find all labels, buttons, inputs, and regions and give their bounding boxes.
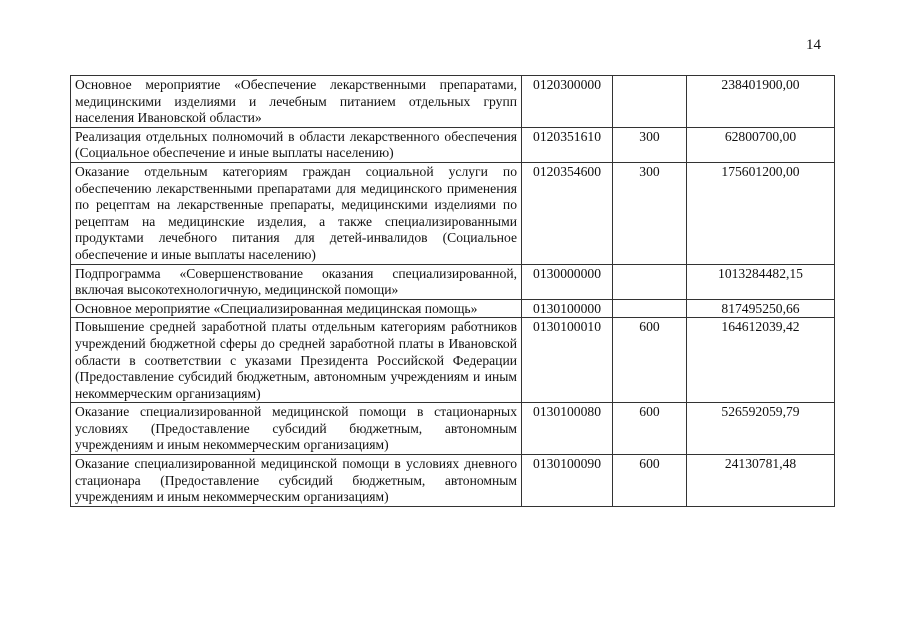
page-number: 14 bbox=[806, 37, 821, 53]
expense-type-cell bbox=[613, 76, 687, 128]
target-code-cell: 0120354600 bbox=[522, 162, 613, 264]
amount-cell: 238401900,00 bbox=[687, 76, 835, 128]
table-row bbox=[71, 127, 835, 162]
amount-cell: 1013284482,15 bbox=[687, 264, 835, 299]
item-name-cell: Основное мероприятие «Специализированная медицинская помощь» bbox=[71, 299, 522, 318]
target-code-cell: 0130000000 bbox=[522, 264, 613, 299]
item-name-cell: Оказание отдельным категориям граждан социальной услуги по обеспечению лекарственными препаратами для медицинского применения по рецептам на лекарственные препараты, медицинскими изделиями по рецептам на медицинские изделия, а также специализированными продуктами лечебного питания для детей-инвалидов (Социальное обеспечение и иные выплаты населению) bbox=[71, 162, 522, 264]
target-code-cell: 0120300000 bbox=[522, 76, 613, 128]
target-code-cell: 0130100090 bbox=[522, 455, 613, 507]
amount-cell: 62800700,00 bbox=[687, 127, 835, 162]
item-name-cell: Реализация отдельных полномочий в области лекарственного обеспечения (Социальное обеспечение и иные выплаты населению) bbox=[71, 127, 522, 162]
table-row bbox=[71, 76, 835, 128]
expense-type-cell bbox=[613, 299, 687, 318]
table-row bbox=[71, 299, 835, 318]
table-row bbox=[71, 318, 835, 403]
expense-type-cell: 300 bbox=[613, 127, 687, 162]
table-row bbox=[71, 264, 835, 299]
item-name-cell: Подпрограмма «Совершенствование оказания специализированной, включая высокотехнологичную, медицинской помощи» bbox=[71, 264, 522, 299]
target-code-cell: 0120351610 bbox=[522, 127, 613, 162]
expense-type-cell: 600 bbox=[613, 318, 687, 403]
item-name-cell: Повышение средней заработной платы отдельным категориям работников учреждений бюджетной сферы до средней заработной платы в Ивановской области в соответствии с указами Президента Российской Федерации (Предоставление субсидий бюджетным, автономным учреждениям и иным некоммерческим организациям) bbox=[71, 318, 522, 403]
expense-type-cell: 600 bbox=[613, 455, 687, 507]
item-name-cell: Основное мероприятие «Обеспечение лекарственными препаратами, медицинскими изделиями и лечебным питанием отдельных групп населения Ивановской области» bbox=[71, 76, 522, 128]
amount-cell: 175601200,00 bbox=[687, 162, 835, 264]
target-code-cell: 0130100010 bbox=[522, 318, 613, 403]
table-row bbox=[71, 455, 835, 507]
expense-type-cell: 600 bbox=[613, 403, 687, 455]
amount-cell: 817495250,66 bbox=[687, 299, 835, 318]
amount-cell: 526592059,79 bbox=[687, 403, 835, 455]
table-row bbox=[71, 162, 835, 264]
item-name-cell: Оказание специализированной медицинской помощи в условиях дневного стационара (Предоставление субсидий бюджетным, автономным учреждениям и иным некоммерческим организациям) bbox=[71, 455, 522, 507]
expense-type-cell bbox=[613, 264, 687, 299]
target-code-cell: 0130100080 bbox=[522, 403, 613, 455]
expense-type-cell: 300 bbox=[613, 162, 687, 264]
table-row bbox=[71, 403, 835, 455]
amount-cell: 164612039,42 bbox=[687, 318, 835, 403]
amount-cell: 24130781,48 bbox=[687, 455, 835, 507]
item-name-cell: Оказание специализированной медицинской помощи в стационарных условиях (Предоставление субсидий бюджетным, автономным учреждениям и иным некоммерческим организациям) bbox=[71, 403, 522, 455]
budget-table bbox=[70, 75, 835, 507]
target-code-cell: 0130100000 bbox=[522, 299, 613, 318]
